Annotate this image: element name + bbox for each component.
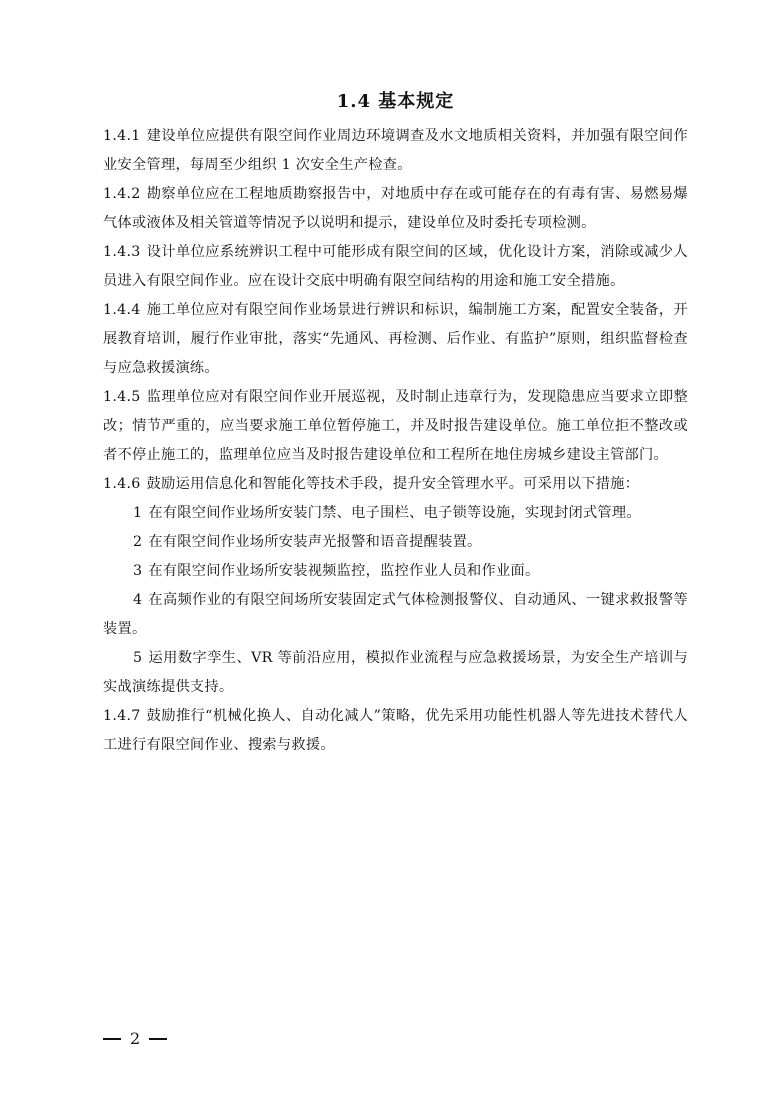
clause-1-4-5 <box>103 383 688 470</box>
measure-item <box>103 499 688 528</box>
clause-number: 1.4.6 <box>103 476 141 492</box>
clause-text: 鼓励运用信息化和智能化等技术手段，提升安全管理水平。可采用以下措施： <box>146 476 640 492</box>
clause-1-4-3 <box>103 238 688 296</box>
measure-number: 2 <box>133 534 143 550</box>
measure-number: 5 <box>133 650 143 666</box>
measure-number: 4 <box>133 592 143 608</box>
measure-item <box>103 528 688 557</box>
footer-dash-right <box>149 1038 167 1040</box>
measure-text: 在有限空间作业场所安装视频监控，监控作业人员和作业面。 <box>148 563 540 579</box>
clause-1-4-1 <box>103 122 688 180</box>
measure-text: 运用数字孪生、VR 等前沿应用，模拟作业流程与应急救援场景，为安全生产培训与实战演练提供支持。 <box>103 650 688 695</box>
clause-number: 1.4.5 <box>103 389 141 405</box>
clause-text: 监理单位应对有限空间作业开展巡视，及时制止违章行为，发现隐患应当要求立即整改；情节严重的，应当要求施工单位暂停施工，并及时报告建设单位。施工单位拒不整改或者不停止施工的，监理单位应当及时报告建设单位和工程所在地住房城乡建设主管部门。 <box>103 389 688 463</box>
measure-number: 1 <box>133 505 143 521</box>
clause-1-4-2 <box>103 180 688 238</box>
clause-1-4-7 <box>103 702 688 760</box>
measure-item <box>103 586 688 644</box>
clause-number: 1.4.2 <box>103 186 141 202</box>
clause-number: 1.4.4 <box>103 302 141 318</box>
page-number: 2 <box>130 1029 141 1048</box>
clause-text: 设计单位应系统辨识工程中可能形成有限空间的区域，优化设计方案，消除或减少人员进入有限空间作业。应在设计交底中明确有限空间结构的用途和施工安全措施。 <box>103 244 688 289</box>
section-title: 1.4 基本规定 <box>336 91 455 112</box>
clause-text: 建设单位应提供有限空间作业周边环境调查及水文地质相关资料，并加强有限空间作业安全管理，每周至少组织 1 次安全生产检查。 <box>103 128 688 173</box>
clause-number: 1.4.1 <box>103 128 141 144</box>
clause-1-4-4 <box>103 296 688 383</box>
clause-text: 施工单位应对有限空间作业场景进行辨识和标识，编制施工方案，配置安全装备，开展教育培训，履行作业审批，落实“先通风、再检测、后作业、有监护”原则，组织监督检查与应急救援演练。 <box>103 302 688 376</box>
measure-text: 在有限空间作业场所安装门禁、电子围栏、电子锁等设施，实现封闭式管理。 <box>148 505 641 521</box>
clause-1-4-6 <box>103 470 688 499</box>
measure-item <box>103 644 688 702</box>
footer-dash-left <box>103 1038 121 1040</box>
page-footer <box>103 1027 167 1051</box>
measure-text: 在有限空间作业场所安装声光报警和语音提醒装置。 <box>148 534 482 550</box>
clause-text: 鼓励推行“机械化换人、自动化减人”策略，优先采用功能性机器人等先进技术替代人工进行有限空间作业、搜索与救援。 <box>103 708 688 753</box>
clause-number: 1.4.7 <box>103 708 141 724</box>
clause-text: 勘察单位应在工程地质勘察报告中，对地质中存在或可能存在的有毒有害、易燃易爆气体或液体及相关管道等情况予以说明和提示，建设单位及时委托专项检测。 <box>103 186 688 231</box>
section-content <box>103 88 688 760</box>
measure-text: 在高频作业的有限空间场所安装固定式气体检测报警仪、自动通风、一键求救报警等装置。 <box>103 592 688 637</box>
measure-number: 3 <box>133 563 143 579</box>
measure-item <box>103 557 688 586</box>
clause-number: 1.4.3 <box>103 244 141 260</box>
